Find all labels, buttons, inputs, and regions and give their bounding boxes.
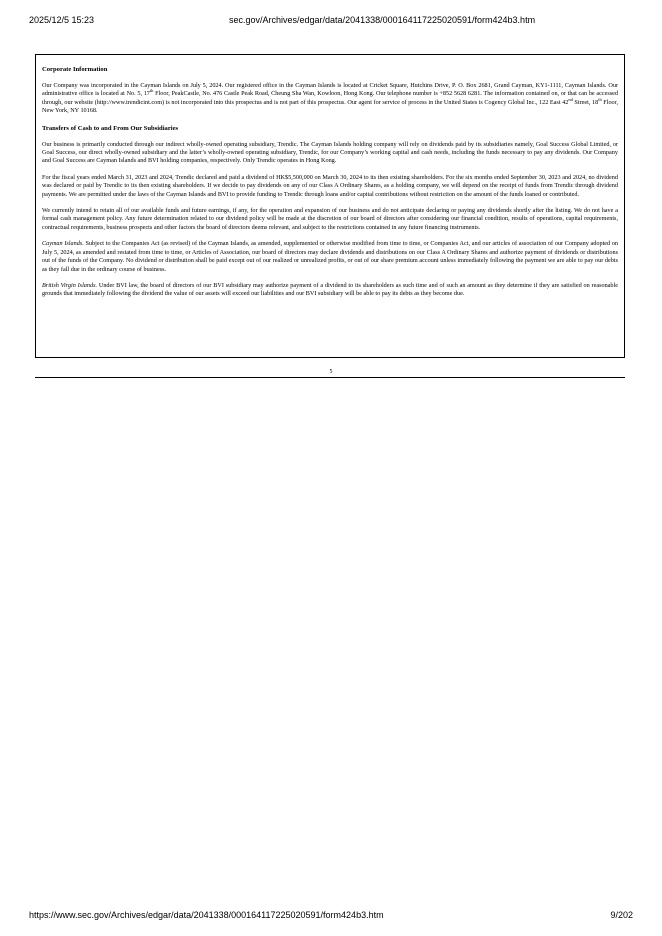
document-page-number: 5 bbox=[329, 369, 333, 375]
paragraph-business-structure: Our business is primarily conducted through our indirect wholly-owned operating subsidiary, Trendic. The Cayman Islands holding company will rely on dividends paid by its subsidiaries namely, Goal Success Global Limited, or Goal Success, our direct wholly-owned subsidiary and the latter’s wholly-owned operating subsidiary, Trendic, for our Company’s working capital and cash needs, including the funds necessary to pay any dividends. Our Company and Goal Success are Cayman Islands and BVI holding companies, respectively. Only Trendic operates in Hong Kong. bbox=[42, 140, 618, 165]
print-footer-url: https://www.sec.gov/Archives/edgar/data/2041338/000164117225020591/form424b3.htm bbox=[29, 910, 384, 920]
paragraph-dividend-policy: We currently intend to retain all of our available funds and future earnings, if any, for the operation and expansion of our business and do not anticipate declaring or paying any dividends shortly after the listing. We do not have a formal cash management policy. Any future determination related to our dividend policy will be made at the discretion of our board of directors after considering our financial condition, results of operations, capital requirements, contractual requirements, business prospects and other factors the board of directors deems relevant, and subject to the restrictions contained in any future financing instruments. bbox=[42, 207, 618, 231]
heading-corporate-information: Corporate Information bbox=[42, 66, 108, 73]
paragraph-dividends-paid: For the fiscal years ended March 31, 2023 and 2024, Trendic declared and paid a dividend of HK$5,500,000 on March 30, 2024 to its then existing shareholders. For the six months ended September 30, 2023 and 2024, no dividend was declared or paid by Trendic to its then existing shareholders. If we decide to pay dividends on any of our Class A Ordinary Shares, as a holding company, we will depend on the receipt of funds from Trendic through dividend payments. We are permitted under the laws of the Cayman Islands and BVI to provide funding to Trendic through loans and/or capital contributions without restriction on the amount of the funds loaned or contributed. bbox=[42, 173, 618, 198]
print-page-title: sec.gov/Archives/edgar/data/2041338/000164117225020591/form424b3.htm bbox=[229, 15, 536, 25]
document-content-box bbox=[35, 54, 625, 358]
paragraph-cayman-islands: Cayman Islands. Subject to the Companies Act (as revised) of the Cayman Islands, as amended, supplemented or otherwise modified from time to time, or Companies Act, and our articles of association of our Company adopted on July 5, 2024, as amended and restated from time to time, or Articles of Association, our board of directors may declare dividends and distributions on our Class A Ordinary Shares and authorize payment of dividends or distributions out of the funds of the Company. No dividend or distribution shall be paid except out of our realized or unrealized profits, or out of our share premium account unless immediately following the payment we are able to pay our debts as they fall due in the ordinary course of business. bbox=[42, 240, 619, 273]
paragraph-corporate-info: Our Company was incorporated in the Cayman Islands on July 5, 2024. Our registered office in the Cayman Islands is located at Cricket Square, Hutchins Drive, P. O. Box 2681, Grand Cayman, KY1-1111, Cayman Islands. Our administrative office is located at No. 5, 17th Floor, PeakCastle, No. 476 Castle Peak Road, Cheung Sha Wan, Kowloon, Hong Kong. Our telephone number is +852 5628 6281. The information contained on, or that can be accessed through, our website (http://www.trendicint.com) is not incorporated into this prospectus and is not part of this prospectus. Our agent for service of process in the United States is Cogency Global Inc., 122 East 42nd Street, 18th Floor, New York, NY 10168. bbox=[42, 82, 618, 115]
browser-print-footer bbox=[0, 910, 662, 924]
print-datetime: 2025/12/5 15:23 bbox=[29, 15, 95, 25]
print-page-count: 9/202 bbox=[610, 910, 633, 920]
browser-print-header bbox=[0, 15, 662, 29]
heading-transfers-of-cash: Transfers of Cash to and From Our Subsidiaries bbox=[42, 124, 179, 132]
paragraph-british-virgin-islands: British Virgin Islands. Under BVI law, the board of directors of our BVI subsidiary may authorize payment of a dividend to its shareholders as such time and of such an amount as they determine if they are satisfied on reasonable grounds that immediately following the dividend the value of our assets will exceed our liabilities and our BVI subsidiary will be able to pay its debts as they become due. bbox=[42, 281, 618, 298]
page-divider bbox=[35, 377, 625, 378]
